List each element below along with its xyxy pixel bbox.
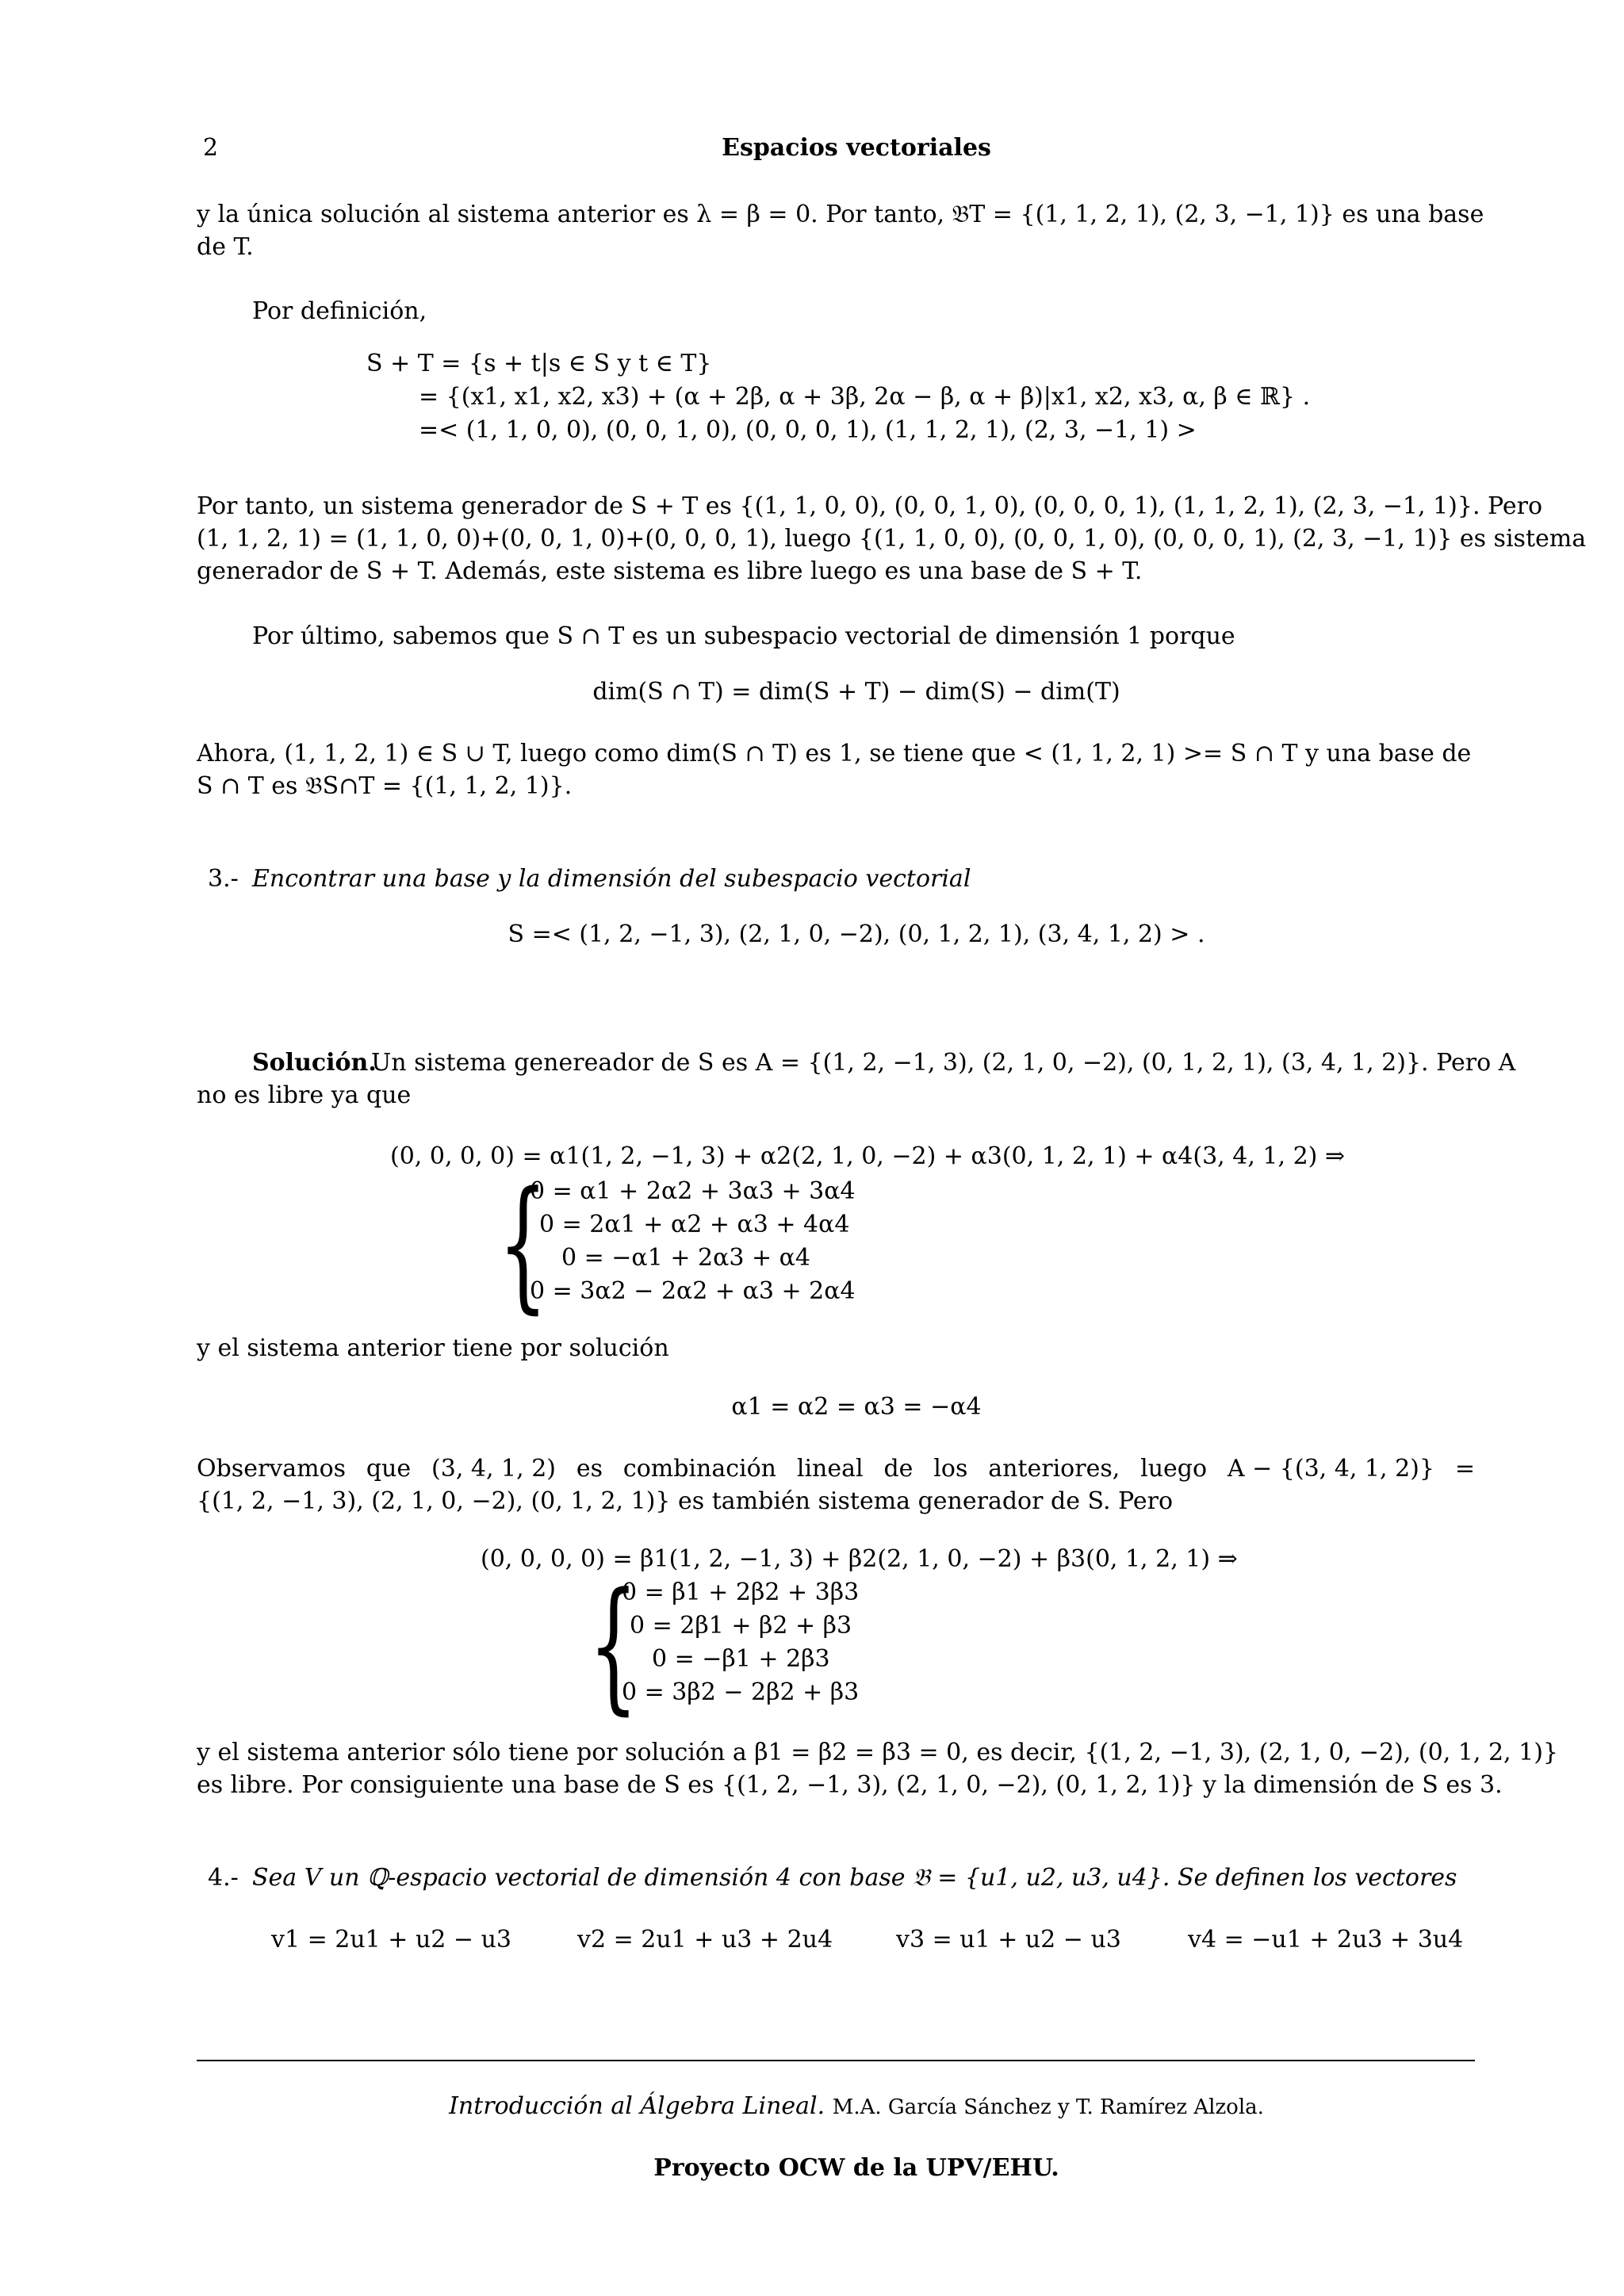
exercise-statement: Sea V un ℚ-espacio vectorial de dimensión 4 con base 𝔅 = {u1, u2, u3, u4}. Se definen los vectores (252, 1864, 1457, 1892)
system-equation: 0 = β1 + 2β2 + 3β3 (622, 1578, 860, 1606)
system-equation: 0 = 3β2 − 2β2 + β3 (622, 1678, 860, 1706)
system-brace: { (588, 1563, 638, 1728)
paragraph-line: y la única solución al sistema anterior es λ = β = 0. Por tanto, 𝔅T = {(1, 1, 2, 1), (2, 3, −1, 1)} es una base (197, 201, 1484, 228)
paragraph-line: S ∩ T es 𝔅S∩T = {(1, 1, 2, 1)}. (197, 772, 573, 800)
paragraph-line: Por tanto, un sistema generador de S + T es {(1, 1, 0, 0), (0, 0, 1, 0), (0, 0, 0, 1), (1, 1, 2, 1), (2, 3, −1, 1)}. Pero (197, 492, 1543, 520)
paragraph-line: y el sistema anterior sólo tiene por solución a β1 = β2 = β3 = 0, es decir, {(1, 2, −1, 3), (2, 1, 0, −2), (0, 1, 2, 1)} (197, 1739, 1558, 1766)
solution-label: Solución. (252, 1049, 377, 1077)
word: que (366, 1455, 412, 1483)
word: de (883, 1455, 914, 1483)
paragraph: Por definición, (252, 297, 427, 325)
system-equation: 0 = 3α2 − 2α2 + α3 + 2α4 (530, 1277, 856, 1305)
justified-line (197, 1452, 1475, 1485)
paragraph: y el sistema anterior tiene por solución (197, 1334, 669, 1362)
equation-line: S + T = {s + t|s ∈ S y t ∈ T} (366, 350, 712, 377)
system-equation: 0 = −α1 + 2α3 + α4 (561, 1244, 810, 1272)
word: es (576, 1455, 603, 1483)
system-equation: 0 = 2β1 + β2 + β3 (630, 1612, 852, 1640)
paragraph-line: Ahora, (1, 1, 2, 1) ∈ S ∪ T, luego como dim(S ∩ T) es 1, se tiene que < (1, 1, 2, 1) >= S ∩ T y una base de (197, 740, 1472, 767)
footer-rule (197, 2060, 1475, 2061)
word: combinación (622, 1455, 776, 1483)
word: anteriores, (988, 1455, 1120, 1483)
equation: α1 = α2 = α3 = −α4 (731, 1393, 982, 1421)
exercise-number: 3.- (208, 865, 239, 893)
exercise-statement: Encontrar una base y la dimensión del subespacio vectorial (252, 865, 971, 893)
equation: dim(S ∩ T) = dim(S + T) − dim(S) − dim(T) (592, 678, 1120, 706)
paragraph-line: Un sistema genereador de S es A = {(1, 2, −1, 3), (2, 1, 0, −2), (0, 1, 2, 1), (3, 4, 1, 2)}. Pero A (371, 1049, 1516, 1077)
vector-definition: v3 = u1 + u2 − u3 (896, 1926, 1121, 1954)
vector-definition: v4 = −u1 + 2u3 + 3u4 (1188, 1926, 1464, 1954)
word: lineal (796, 1455, 864, 1483)
exercise-number: 4.- (208, 1864, 239, 1892)
equation: S =< (1, 2, −1, 3), (2, 1, 0, −2), (0, 1, 2, 1), (3, 4, 1, 2) > . (508, 920, 1205, 948)
word: luego (1140, 1455, 1208, 1483)
paragraph-line: de T. (197, 233, 254, 261)
equation-line: =< (1, 1, 0, 0), (0, 0, 1, 0), (0, 0, 0, 1), (1, 1, 2, 1), (2, 3, −1, 1) > (419, 416, 1197, 444)
vector-definition: v1 = 2u1 + u2 − u3 (271, 1926, 511, 1954)
page-number: 2 (203, 134, 219, 162)
system-equation: 0 = α1 + 2α2 + 3α3 + 3α4 (530, 1177, 856, 1205)
equation-line: (0, 0, 0, 0) = β1(1, 2, −1, 3) + β2(2, 1, 0, −2) + β3(0, 1, 2, 1) ⇒ (481, 1545, 1238, 1573)
paragraph-line: {(1, 2, −1, 3), (2, 1, 0, −2), (0, 1, 2, 1)} es también sistema generador de S. Pero (197, 1487, 1174, 1515)
footer-credit (0, 2090, 1624, 2124)
system-brace: { (498, 1161, 548, 1327)
book-title: Introducción al Álgebra Lineal. (449, 2092, 825, 2120)
word: = (1454, 1455, 1475, 1483)
paragraph-line: generador de S + T. Además, este sistema es libre luego es una base de S + T. (197, 557, 1143, 585)
system-equation: 0 = 2α1 + α2 + α3 + 4α4 (539, 1211, 850, 1238)
paragraph-line: es libre. Por consiguiente una base de S es {(1, 2, −1, 3), (2, 1, 0, −2), (0, 1, 2, 1)} y la dimensión de S es 3. (197, 1771, 1503, 1799)
word: (3, 4, 1, 2) (431, 1455, 557, 1483)
equation-line: (0, 0, 0, 0) = α1(1, 2, −1, 3) + α2(2, 1, 0, −2) + α3(0, 1, 2, 1) + α4(3, 4, 1, 2) ⇒ (390, 1142, 1346, 1170)
paragraph: Por último, sabemos que S ∩ T es un subespacio vectorial de dimensión 1 porque (252, 622, 1235, 650)
system-equation: 0 = −β1 + 2β3 (652, 1645, 830, 1673)
footer-project: Proyecto OCW de la UPV/EHU. (653, 2154, 1059, 2182)
paragraph-line: (1, 1, 2, 1) = (1, 1, 0, 0)+(0, 0, 1, 0)+(0, 0, 0, 1), luego {(1, 1, 0, 0), (0, 0, 1, 0), (0, 0, 0, 1), (2, 3, −1, 1)} es sistema (197, 525, 1587, 553)
word: Observamos (197, 1455, 347, 1483)
word: A − {(3, 4, 1, 2)} (1227, 1455, 1434, 1483)
paragraph-line: no es libre ya que (197, 1081, 412, 1109)
word: los (933, 1455, 968, 1483)
running-title: Espacios vectoriales (722, 134, 991, 162)
authors: M.A. García Sánchez y T. Ramírez Alzola. (832, 2095, 1264, 2119)
vector-definition: v2 = 2u1 + u3 + 2u4 (577, 1926, 833, 1954)
equation-line: = {(x1, x1, x2, x3) + (α + 2β, α + 3β, 2α − β, α + β)|x1, x2, x3, α, β ∈ ℝ} . (419, 383, 1311, 411)
